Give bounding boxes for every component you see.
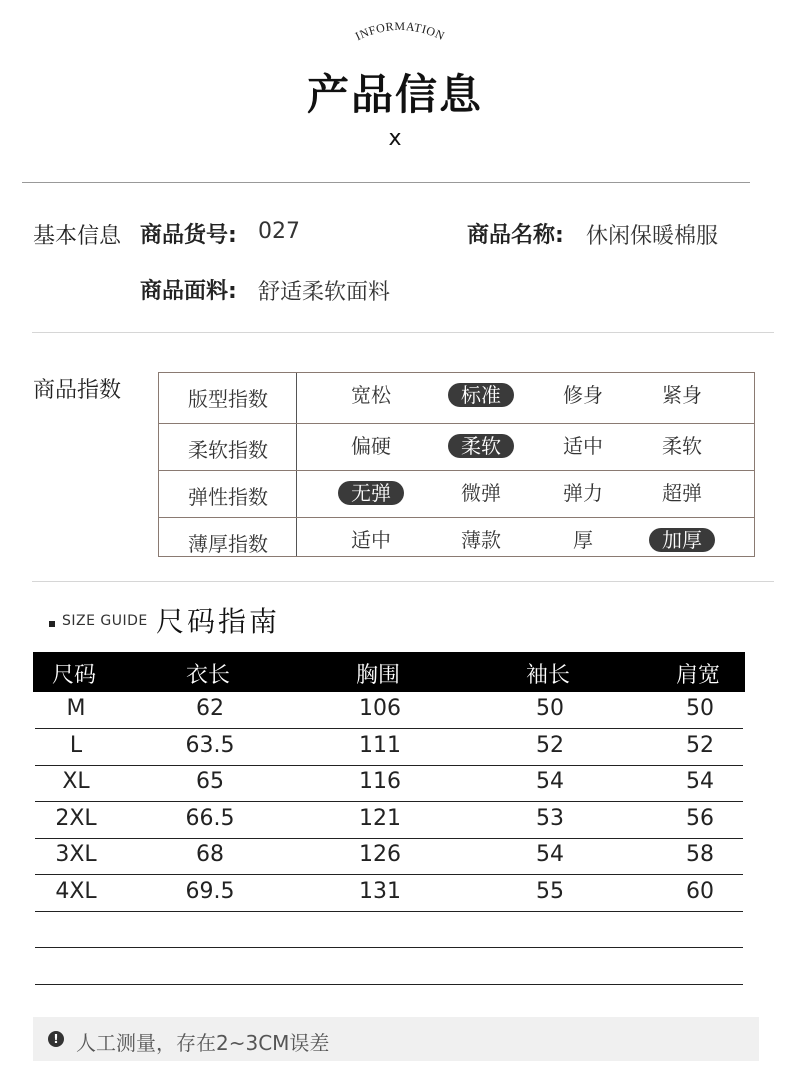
- table-cell: L: [69, 732, 83, 758]
- table-row: [35, 765, 743, 802]
- divider: [32, 332, 774, 333]
- index-row-name: 柔软指数: [188, 438, 268, 462]
- table-cell: 63.5: [185, 732, 235, 758]
- title-mark: x: [388, 126, 402, 151]
- table-cell: 126: [359, 842, 401, 867]
- index-option: 弹力: [563, 481, 603, 505]
- product-name-value: 休闲保暖棉服: [586, 224, 719, 249]
- table-cell: 68: [196, 842, 224, 867]
- product-code-key: 商品货号:: [140, 223, 237, 248]
- table-cell: 4XL: [55, 878, 97, 904]
- table-cell: 58: [686, 842, 714, 867]
- index-option: 偏硬: [351, 434, 391, 458]
- index-option: 厚: [573, 528, 593, 552]
- product-code-value: 027: [258, 219, 300, 244]
- table-row: [35, 875, 743, 912]
- index-row: [159, 424, 754, 471]
- table-row: [35, 948, 743, 985]
- index-option: 适中: [563, 434, 603, 458]
- table-cell: XL: [62, 769, 90, 794]
- index-row-name: 弹性指数: [188, 485, 268, 509]
- table-cell: 54: [536, 842, 564, 867]
- table-cell: 53: [536, 805, 564, 831]
- table-cell: 60: [686, 878, 714, 904]
- table-cell: 55: [536, 878, 564, 904]
- index-option: 修身: [563, 383, 603, 407]
- table-cell: 52: [686, 732, 714, 758]
- table-cell: 3XL: [55, 842, 97, 867]
- information-arc-heading: [345, 14, 455, 48]
- index-option-selected: 标准: [448, 383, 514, 407]
- product-index-table: [158, 372, 755, 557]
- table-cell: 52: [536, 732, 564, 758]
- table-cell: 50: [686, 696, 714, 721]
- size-table-header: [33, 652, 745, 692]
- basic-info-label: 基本信息: [33, 224, 122, 249]
- table-cell: 69.5: [185, 878, 235, 904]
- table-row: [35, 729, 743, 766]
- column-divider: [296, 518, 297, 556]
- divider: [22, 182, 750, 183]
- table-cell: M: [66, 696, 86, 721]
- index-option-selected: 柔软: [448, 434, 514, 458]
- table-row: [35, 802, 743, 839]
- table-row: [35, 692, 743, 729]
- measurement-note-text: 人工测量，存在2~3CM误差: [76, 1031, 330, 1055]
- table-cell: 65: [196, 769, 224, 794]
- index-option-selected: 加厚: [649, 528, 715, 552]
- table-cell: 111: [359, 732, 401, 758]
- index-option: 柔软: [662, 434, 702, 458]
- index-row-name: 薄厚指数: [188, 532, 268, 556]
- table-row: [35, 838, 743, 875]
- size-table-header-cell: 胸围: [355, 663, 400, 688]
- table-cell: 54: [536, 769, 564, 794]
- table-cell: 56: [686, 805, 714, 831]
- page-title: 产品信息: [306, 70, 483, 119]
- size-table-header-cell: 袖长: [525, 663, 570, 688]
- table-cell: 50: [536, 696, 564, 721]
- table-row: [35, 911, 743, 948]
- index-option: 宽松: [351, 383, 391, 407]
- index-option-selected: 无弹: [338, 481, 404, 505]
- column-divider: [296, 373, 297, 423]
- table-cell: 131: [359, 878, 401, 904]
- fabric-key: 商品面料:: [140, 279, 237, 304]
- table-cell: 116: [359, 769, 401, 794]
- size-table-header-cell: 肩宽: [675, 663, 720, 688]
- size-guide-en-title: SIZE GUIDE: [62, 613, 148, 629]
- index-option: 紧身: [662, 383, 702, 407]
- product-index-label: 商品指数: [33, 378, 122, 403]
- table-cell: 66.5: [185, 805, 235, 831]
- column-divider: [296, 424, 297, 470]
- index-row: [159, 518, 754, 556]
- product-name-key: 商品名称:: [467, 223, 564, 248]
- index-row: [159, 471, 754, 518]
- index-option: 微弹: [461, 481, 501, 505]
- index-option: 薄款: [461, 528, 501, 552]
- index-row-name: 版型指数: [188, 387, 268, 411]
- index-row: [159, 373, 754, 424]
- table-cell: 62: [196, 696, 224, 721]
- index-option: 超弹: [662, 481, 702, 505]
- bullet-icon: [49, 621, 55, 627]
- table-cell: 106: [359, 696, 401, 721]
- table-cell: 54: [686, 769, 714, 794]
- column-divider: [296, 471, 297, 517]
- size-guide-title: 尺码指南: [156, 605, 281, 638]
- index-option: 适中: [351, 528, 391, 552]
- divider: [32, 581, 774, 582]
- svg-text:INFORMATION: INFORMATION: [352, 18, 447, 44]
- fabric-value: 舒适柔软面料: [258, 280, 391, 305]
- size-table-header-cell: 衣长: [185, 663, 230, 688]
- size-table-header-cell: 尺码: [51, 663, 96, 688]
- table-cell: 2XL: [55, 805, 97, 831]
- exclamation-icon: !: [48, 1031, 64, 1047]
- table-cell: 121: [359, 805, 401, 831]
